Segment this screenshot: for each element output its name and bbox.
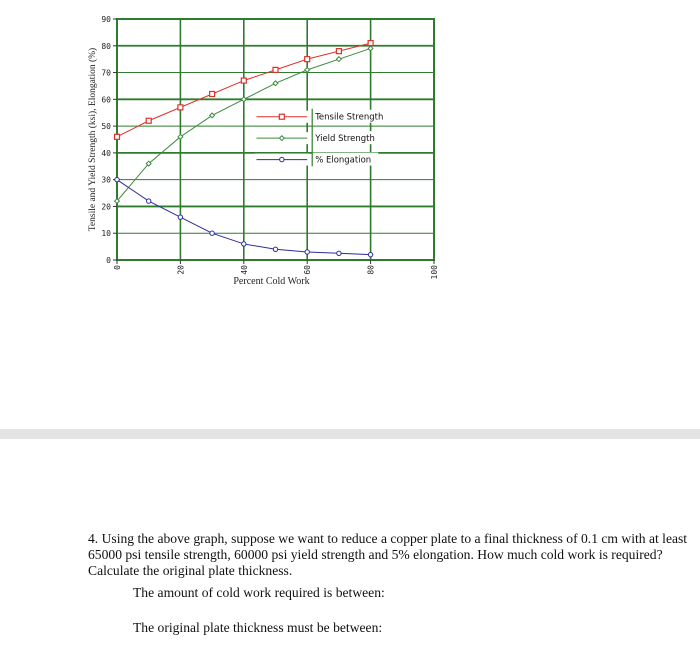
y-tick-label: 0 — [106, 256, 111, 265]
x-tick-label: 20 — [176, 265, 186, 275]
data-point — [368, 252, 372, 256]
data-point — [273, 81, 278, 86]
legend-label: Tensile Strength — [315, 112, 384, 123]
y-tick-label: 40 — [101, 148, 111, 158]
y-tick-label: 20 — [101, 202, 111, 212]
y-axis-title: Tensile and Yield Strength (ksi), Elongation (%) — [88, 47, 98, 232]
legend-label: % Elongation — [315, 155, 372, 166]
x-axis-title: Percent Cold Work — [233, 276, 310, 287]
data-point — [305, 67, 310, 72]
plate-thickness-answer-prompt: The original plate thickness must be between: — [133, 620, 383, 635]
y-tick-label: 90 — [101, 15, 111, 24]
question-text: 4. Using the above graph, suppose we want to reduce a copper plate to a final thickness of 0.1 cm with at least 65000 psi tensile strength, 60000 psi yield strength and 5% elongation. How much cold work is required? Calculate the original plate thickness. — [88, 531, 688, 578]
data-point — [147, 199, 151, 203]
data-point — [337, 57, 342, 62]
x-tick-label: 0 — [113, 265, 122, 270]
data-point — [273, 247, 277, 251]
y-tick-label: 80 — [101, 41, 111, 51]
data-point — [115, 134, 120, 139]
data-point — [210, 91, 215, 96]
data-point — [242, 242, 246, 246]
data-point — [368, 46, 373, 51]
data-point — [279, 114, 284, 119]
data-point — [178, 215, 182, 219]
data-point — [336, 49, 341, 54]
y-tick-label: 10 — [101, 229, 111, 239]
data-point — [273, 67, 278, 72]
data-point — [115, 177, 119, 181]
x-tick-label: 60 — [303, 265, 313, 275]
section-divider — [0, 429, 700, 439]
y-tick-label: 30 — [101, 175, 111, 185]
data-point — [146, 118, 151, 123]
data-point — [178, 105, 183, 110]
data-point — [368, 41, 373, 46]
data-point — [305, 250, 309, 254]
x-tick-label: 40 — [239, 265, 249, 275]
data-point — [337, 251, 341, 255]
x-tick-label: 80 — [366, 265, 376, 275]
data-point — [241, 78, 246, 83]
data-point — [305, 57, 310, 62]
data-point — [241, 97, 246, 102]
y-tick-label: 70 — [101, 68, 111, 78]
data-point — [280, 157, 284, 161]
y-tick-label: 50 — [101, 122, 111, 132]
data-point — [210, 231, 214, 235]
x-tick-label: 100 — [430, 265, 439, 280]
legend-label: Yield Strength — [315, 134, 375, 145]
cold-work-answer-prompt: The amount of cold work required is between: — [133, 585, 385, 600]
y-tick-label: 60 — [101, 95, 111, 105]
legend — [254, 109, 383, 167]
